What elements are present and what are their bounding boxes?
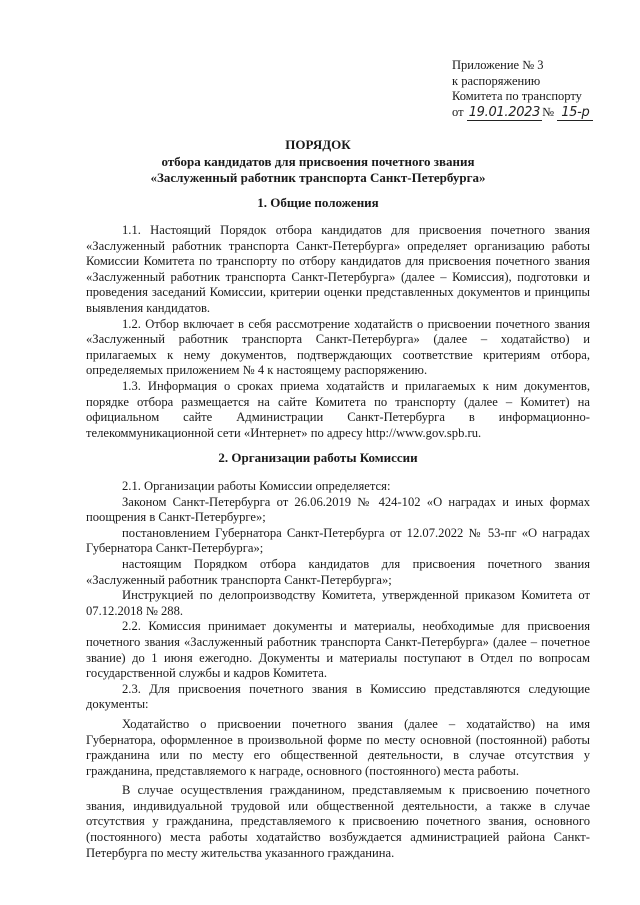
paragraph-2-1-decree: постановлением Губернатора Санкт-Петербурга от 12.07.2022 № 53-пг «О наградах Губернатора Санкт-Петербурга»; [86, 525, 590, 556]
appendix-line-2: к распоряжению [452, 73, 541, 88]
paragraph-2-3: 2.3. Для присвоения почетного звания в Комиссию представляются следующие документы: [86, 681, 590, 712]
appendix-line-1: Приложение № 3 [452, 58, 544, 72]
handwritten-number: 15-р [557, 105, 593, 121]
section-2-body [86, 479, 590, 861]
paragraph-2-1-law: Законом Санкт-Петербурга от 26.06.2019 № 424-102 «О наградах и иных формах поощрения в Санкт-Петербурге»; [86, 494, 590, 525]
section-1-heading: 1. Общие положения [257, 195, 379, 210]
paragraph-2-1-instruction: Инструкцией по делопроизводству Комитета, утвержденной приказом Комитета от 07.12.2018 № 288. [86, 588, 590, 618]
document-title: ПОРЯДОК [285, 137, 351, 152]
paragraph-2-3-individual: В случае осуществления гражданином, представляемым к присвоению почетного звания, индивидуальной трудовой или общественной деятельности, а также в случае отсутствия у гражданина, представляемого к присвоению почетного звания, основного (постоянного) места работы ходатайство возбуждается администрацией района Санкт-Петербурга по месту жительства указанного гражданина. [86, 783, 590, 860]
paragraph-2-3-petition: Ходатайство о присвоении почетного звания (далее – ходатайство) на имя Губернатора, оформленное в произвольной форме по месту основной (постоянной) работы гражданина или по месту его общественной деятельности, в случае отсутствия у гражданина, представляемого к награде, основного (постоянного) места работы. [86, 716, 590, 778]
number-prefix: № [542, 104, 555, 119]
section-1-body [86, 223, 590, 441]
handwritten-date: 19.01.2023 [468, 104, 541, 120]
appendix-date-line [452, 105, 612, 121]
document-subtitle-1: отбора кандидатов для присвоения почетного звания [161, 154, 475, 169]
appendix-header [452, 58, 612, 120]
appendix-line-3: Комитета по транспорту [452, 89, 582, 103]
paragraph-2-1-procedure: настоящим Порядком отбора кандидатов для присвоения почетного звания «Заслуженный работник транспорта Санкт-Петербурга»; [86, 556, 590, 587]
paragraph-2-1: 2.1. Организации работы Комиссии определяется: [122, 479, 391, 493]
paragraph-2-2: 2.2. Комиссия принимает документы и материалы, необходимые для присвоения почетного звания «Заслуженный работник транспорта Санкт-Петербурга» (далее – почетное звание) до 1 июня ежегодно. Документы и материалы поступают в Отдел по вопросам государственной службы и кадров Комитета. [86, 619, 590, 681]
paragraph-1-3: 1.3. Информация о сроках приема ходатайств и прилагаемых к ним документов, порядке отбора размещается на сайте Комитета по транспорту (далее – Комитет) на официальном сайте Администрации Санкт-Петербурга в информационно-телекоммуникационной сети «Интернет» по адресу http://www.gov.spb.ru. [86, 378, 590, 440]
paragraph-1-2: 1.2. Отбор включает в себя рассмотрение ходатайств о присвоении почетного звания «Заслуженный работник транспорта Санкт-Петербурга» (далее – ходатайство) и прилагаемых к нему документов, подтверждающих соответствие критериям отбора, определяемых приложением № 4 к настоящему распоряжению. [86, 316, 590, 378]
paragraph-1-1: 1.1. Настоящий Порядок отбора кандидатов для присвоения почетного звания «Заслуженный работник транспорта Санкт-Петербурга» определяет организацию работы Комиссии Комитета по транспорту по отбору кандидатов для присвоения почетного звания «Заслуженный работник транспорта Санкт-Петербурга» (далее – Комиссия), подготовки и проведения заседаний Комиссии, критерии оценки представленных документов и принципы выявления кандидатов. [86, 223, 590, 315]
date-prefix: от [452, 104, 464, 119]
document-subtitle-2: «Заслуженный работник транспорта Санкт-Петербурга» [150, 170, 486, 185]
section-2-heading: 2. Организации работы Комиссии [218, 450, 418, 465]
